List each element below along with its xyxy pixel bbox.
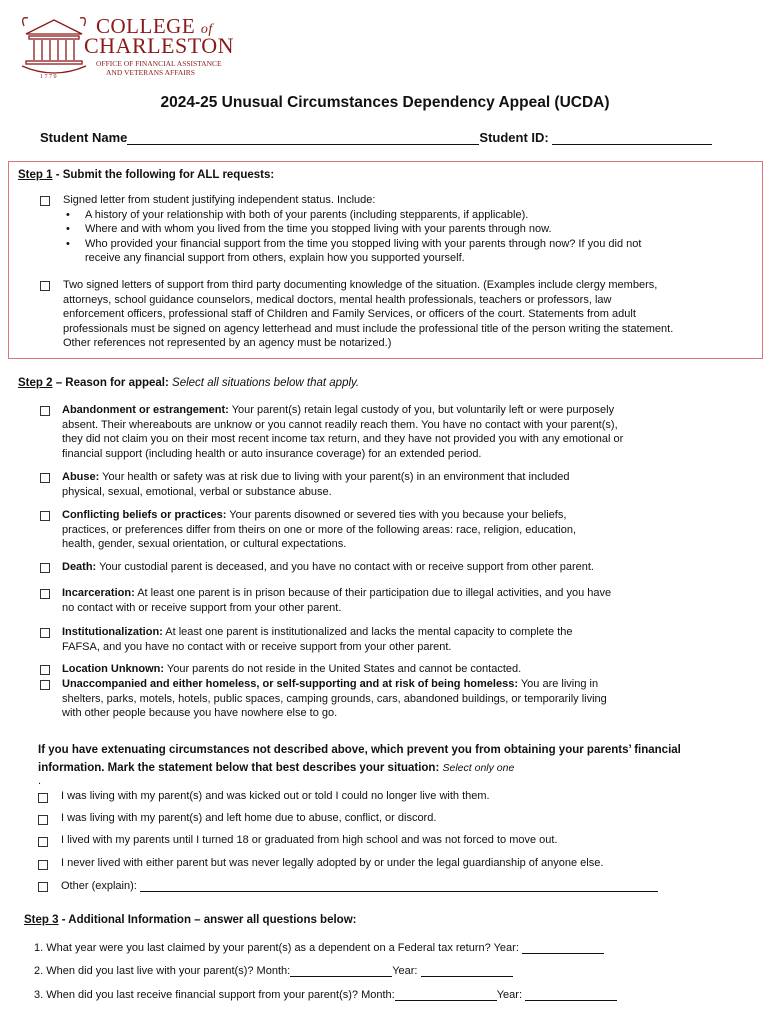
stray-dot: . <box>38 775 42 787</box>
conflicting-beliefs-checkbox[interactable] <box>40 511 50 521</box>
location-unknown-checkbox[interactable] <box>40 665 50 675</box>
logo-office-text: OFFICE OF FINANCIAL ASSISTANCE AND VETERANS AFFAIRS <box>96 59 222 77</box>
situation-never-lived-radio[interactable] <box>38 860 48 870</box>
logo-charleston-text: CHARLESTON <box>84 33 235 58</box>
incarceration-checkbox[interactable] <box>40 589 50 599</box>
student-name-label: Student Name <box>40 130 128 145</box>
situation-other: Other (explain): <box>61 879 658 892</box>
step1-bullet: • Where and with whom you lived from the time you stopped living with your parents through now. <box>63 222 753 237</box>
step1-item1: Signed letter from student justifying independent status. Include: • A history of your relationship with both of your parents (including stepparents, if applicable). • Where and with whom you lived from the time you stopped living with your parents through now. • Who provided your financial support from the time you stopped living with your parents through now? If you did not receive any financial support from others, explain how you supported yourself. <box>63 193 753 266</box>
q3-year-field[interactable] <box>525 988 617 1001</box>
reason-unaccompanied: Unaccompanied and either homeless, or self-supporting and at risk of being homeless: You are living in shelters, parks, motels, hotels, public spaces, camping grounds, cars, abandoned buildings, or temporarily living with other people because you have nowhere else to go. <box>62 678 607 719</box>
student-id-label: Student ID: <box>479 130 549 145</box>
svg-text:1 7 7 0: 1 7 7 0 <box>40 74 57 80</box>
reason-abandonment: Abandonment or estrangement: Your parent(s) retain legal custody of you, but voluntarily left or were purposely absent. Their whereabouts are unknow or you cannot readily reach them. You have no contact with your parent(s), they did not claim you on their most recent income tax return, and they have not provided you with any emotional or financial support (including health or auto insurance coverage) for an extended period. <box>62 404 624 460</box>
question-2: 2. When did you last live with your parent(s)? Month: Year: <box>34 964 513 977</box>
step1-item2: Two signed letters of support from third party documenting knowledge of the situation. (Examples include clergy members, attorneys, school guidance counselors, medical doctors, mental health professionals, teachers or professors, law enforcement officers, professional staff of Children and Family Services, or officers of the court. Statements from adult professionals must be signed on agency letterhead and must include the professional title of the person writing the statement. Other references not represented by an agency must be notarized.) <box>63 279 674 349</box>
situation-option: I lived with my parents until I turned 18 or graduated from high school and was not forced to move out. <box>61 834 558 846</box>
student-id-field[interactable] <box>552 130 712 145</box>
situation-kicked-out-radio[interactable] <box>38 793 48 803</box>
reason-institutionalization: Institutionalization: At least one parent is institutionalized and lacks the mental capacity to complete the FAFSA, and you have no contact with or receive support from your other parent. <box>62 626 573 653</box>
q2-month-field[interactable] <box>290 964 392 977</box>
situation-option: I was living with my parent(s) and left home due to abuse, conflict, or discord. <box>61 812 437 824</box>
step1-heading: Step 1 - Submit the following for ALL requests: <box>18 169 275 181</box>
unaccompanied-checkbox[interactable] <box>40 680 50 690</box>
situation-option: I was living with my parent(s) and was kicked out or told I could no longer live with them. <box>61 790 490 802</box>
question-3: 3. When did you last receive financial support from your parent(s)? Month: Year: <box>34 988 617 1001</box>
q1-year-field[interactable] <box>522 941 604 954</box>
step1-bullet: • Who provided your financial support from the time you stopped living with your parents through now? If you did not <box>63 237 753 252</box>
reason-abuse: Abuse: Your health or safety was at risk due to living with your parent(s) in an environment that included physical, sexual, emotional, verbal or substance abuse. <box>62 471 570 498</box>
situation-left-home-radio[interactable] <box>38 815 48 825</box>
student-name-field[interactable] <box>127 130 479 145</box>
abuse-checkbox[interactable] <box>40 473 50 483</box>
reason-death: Death: Your custodial parent is deceased, and you have no contact with or receive support from other parent. <box>62 561 594 573</box>
extenuating-intro: If you have extenuating circumstances not described above, which prevent you from obtaining your parents’ financial information. Mark the statement below that best describes your situation: Select only one <box>38 744 681 774</box>
q2-year-field[interactable] <box>421 964 513 977</box>
step1-bullet: • A history of your relationship with both of your parents (including stepparents, if applicable). <box>63 208 753 223</box>
situation-lived-until-18-radio[interactable] <box>38 837 48 847</box>
situation-other-radio[interactable] <box>38 882 48 892</box>
abandonment-checkbox[interactable] <box>40 406 50 416</box>
step2-heading: Step 2 – Reason for appeal: Select all situations below that apply. <box>18 377 360 389</box>
step1-item2-checkbox[interactable] <box>40 281 50 291</box>
question-1: 1. What year were you last claimed by your parent(s) as a dependent on a Federal tax return? Year: <box>34 941 604 954</box>
q3-month-field[interactable] <box>395 988 497 1001</box>
form-title: 2024-25 Unusual Circumstances Dependency Appeal (UCDA) <box>160 94 610 111</box>
other-explain-field[interactable] <box>140 879 658 892</box>
reason-conflicting-beliefs: Conflicting beliefs or practices: Your parents disowned or severed ties with you because your beliefs, practices, or preferences differ from theirs on one or more of the following areas: race, religion, education, health, gender, sexual orientation, or cultural expectations. <box>62 509 577 550</box>
step1-item1-checkbox[interactable] <box>40 196 50 206</box>
step3-heading: Step 3 - Additional Information – answer all questions below: <box>24 914 357 926</box>
reason-incarceration: Incarceration: At least one parent is in prison because of their participation due to illegal activities, and you have no contact with or receive support from your other parent. <box>62 587 612 614</box>
reason-location-unknown: Location Unknown: Your parents do not reside in the United States and cannot be contacted. <box>62 663 522 675</box>
institutionalization-checkbox[interactable] <box>40 628 50 638</box>
death-checkbox[interactable] <box>40 563 50 573</box>
logo-college-text: COLLEGE of <box>96 14 213 38</box>
situation-option: I never lived with either parent but was never legally adopted by or under the legal guardianship of anyone else. <box>61 857 604 869</box>
student-info-row <box>40 130 712 145</box>
